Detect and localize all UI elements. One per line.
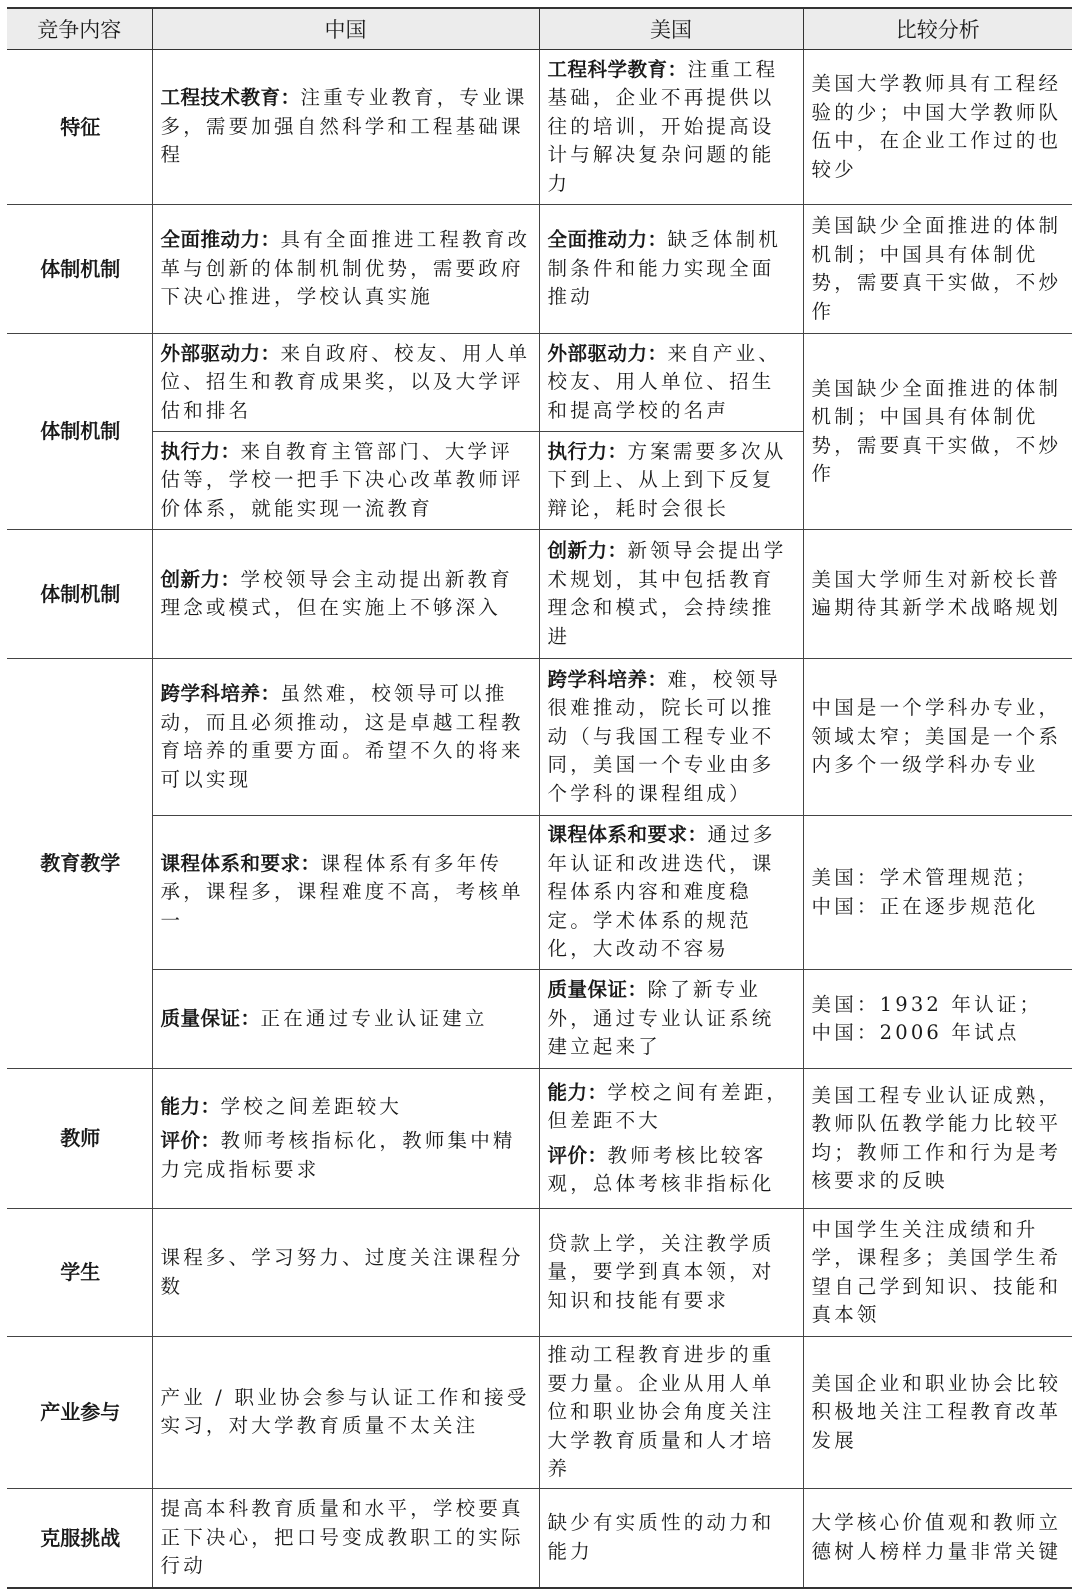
comparison-table — [7, 7, 1072, 1589]
table-row — [7, 1488, 1072, 1588]
china-cell: 产业 / 职业协会参与认证工作和接受实习，对大学教育质量不太关注 — [152, 1337, 539, 1489]
china-cell: 全面推动力：具有全面推进工程教育改革与创新的体制机制优势，需要政府下决心推进，学校认真实施 — [152, 205, 539, 334]
table-row — [7, 530, 1072, 659]
table-row — [7, 816, 1072, 970]
table-row — [7, 1069, 1072, 1209]
category-cell: 体制机制 — [7, 205, 152, 334]
category-cell: 教育教学 — [7, 659, 152, 1069]
category-cell: 教师 — [7, 1069, 152, 1209]
analysis-cell: 美国大学教师具有工程经验的少；中国大学教师队伍中，在企业工作过的也较少 — [803, 50, 1072, 205]
header-china: 中国 — [152, 8, 539, 50]
category-cell: 克服挑战 — [7, 1488, 152, 1588]
header-analysis: 比较分析 — [803, 8, 1072, 50]
analysis-cell: 美国：1932 年认证； 中国：2006 年试点 — [803, 970, 1072, 1069]
china-cell: 提高本科教育质量和水平，学校要真正下决心，把口号变成教职工的实际行动 — [152, 1488, 539, 1588]
usa-cell: 质量保证：除了新专业外，通过专业认证系统建立起来了 — [539, 970, 803, 1069]
table-row — [7, 1337, 1072, 1489]
china-cell: 课程体系和要求：课程体系有多年传承，课程多，课程难度不高，考核单一 — [152, 816, 539, 970]
header-row — [7, 8, 1072, 50]
category-cell: 特征 — [7, 50, 152, 205]
table-row — [7, 50, 1072, 205]
category-cell: 体制机制 — [7, 530, 152, 659]
header-category: 竞争内容 — [7, 8, 152, 50]
table-row — [7, 1209, 1072, 1337]
usa-cell: 创新力：新领导会提出学术规划，其中包括教育理念和模式，会持续推进 — [539, 530, 803, 659]
usa-cell: 跨学科培养：难，校领导很难推动，院长可以推动（与我国工程专业不同，美国一个专业由多个学科的课程组成） — [539, 659, 803, 816]
category-cell: 产业参与 — [7, 1337, 152, 1489]
usa-cell: 贷款上学，关注教学质量，要学到真本领，对知识和技能有要求 — [539, 1209, 803, 1337]
china-cell: 跨学科培养：虽然难，校领导可以推动，而且必须推动，这是卓越工程教育培养的重要方面。希望不久的将来可以实现 — [152, 659, 539, 816]
analysis-cell: 美国工程专业认证成熟，教师队伍教学能力比较平均；教师工作和行为是考核要求的反映 — [803, 1069, 1072, 1209]
analysis-cell: 美国：学术管理规范； 中国：正在逐步规范化 — [803, 816, 1072, 970]
analysis-cell: 美国缺少全面推进的体制机制；中国具有体制优势，需要真干实做，不炒作 — [803, 205, 1072, 334]
usa-cell: 缺少有实质性的动力和能力 — [539, 1488, 803, 1588]
usa-cell: 课程体系和要求：通过多年认证和改进迭代，课程体系内容和难度稳定。学术体系的规范化，大改动不容易 — [539, 816, 803, 970]
table-row — [7, 659, 1072, 816]
usa-cell: 推动工程教育进步的重要力量。企业从用人单位和职业协会角度关注大学教育质量和人才培养 — [539, 1337, 803, 1489]
category-cell: 学生 — [7, 1209, 152, 1337]
usa-cell: 工程科学教育：注重工程基础，企业不再提供以往的培训，开始提高设计与解决复杂问题的能力 — [539, 50, 803, 205]
analysis-cell: 美国缺少全面推进的体制机制；中国具有体制优势，需要真干实做，不炒作 — [803, 334, 1072, 530]
china-cell: 执行力：来自教育主管部门、大学评估等，学校一把手下决心改革教师评价体系，就能实现一流教育 — [152, 432, 539, 530]
china-cell: 工程技术教育：注重专业教育，专业课多，需要加强自然科学和工程基础课程 — [152, 50, 539, 205]
analysis-cell: 美国大学师生对新校长普遍期待其新学术战略规划 — [803, 530, 1072, 659]
china-cell: 能力：学校之间差距较大 评价：教师考核指标化，教师集中精力完成指标要求 — [152, 1069, 539, 1209]
analysis-cell: 美国企业和职业协会比较积极地关注工程教育改革发展 — [803, 1337, 1072, 1489]
usa-cell: 全面推动力：缺乏体制机制条件和能力实现全面推动 — [539, 205, 803, 334]
table-row — [7, 970, 1072, 1069]
china-cell: 创新力：学校领导会主动提出新教育理念或模式，但在实施上不够深入 — [152, 530, 539, 659]
china-cell: 外部驱动力：来自政府、校友、用人单位、招生和教育成果奖，以及大学评估和排名 — [152, 334, 539, 432]
china-cell: 质量保证：正在通过专业认证建立 — [152, 970, 539, 1069]
china-cell: 课程多、学习努力、过度关注课程分数 — [152, 1209, 539, 1337]
usa-cell: 执行力：方案需要多次从下到上、从上到下反复辩论，耗时会很长 — [539, 432, 803, 530]
analysis-cell: 中国学生关注成绩和升学，课程多；美国学生希望自己学到知识、技能和真本领 — [803, 1209, 1072, 1337]
header-usa: 美国 — [539, 8, 803, 50]
table-row — [7, 334, 1072, 432]
analysis-cell: 大学核心价值观和教师立德树人榜样力量非常关键 — [803, 1488, 1072, 1588]
category-cell: 体制机制 — [7, 334, 152, 530]
table-row — [7, 205, 1072, 334]
usa-cell: 外部驱动力：来自产业、校友、用人单位、招生和提高学校的名声 — [539, 334, 803, 432]
analysis-cell: 中国是一个学科办专业，领域太窄；美国是一个系内多个一级学科办专业 — [803, 659, 1072, 816]
usa-cell: 能力：学校之间有差距，但差距不大 评价：教师考核比较客观，总体考核非指标化 — [539, 1069, 803, 1209]
